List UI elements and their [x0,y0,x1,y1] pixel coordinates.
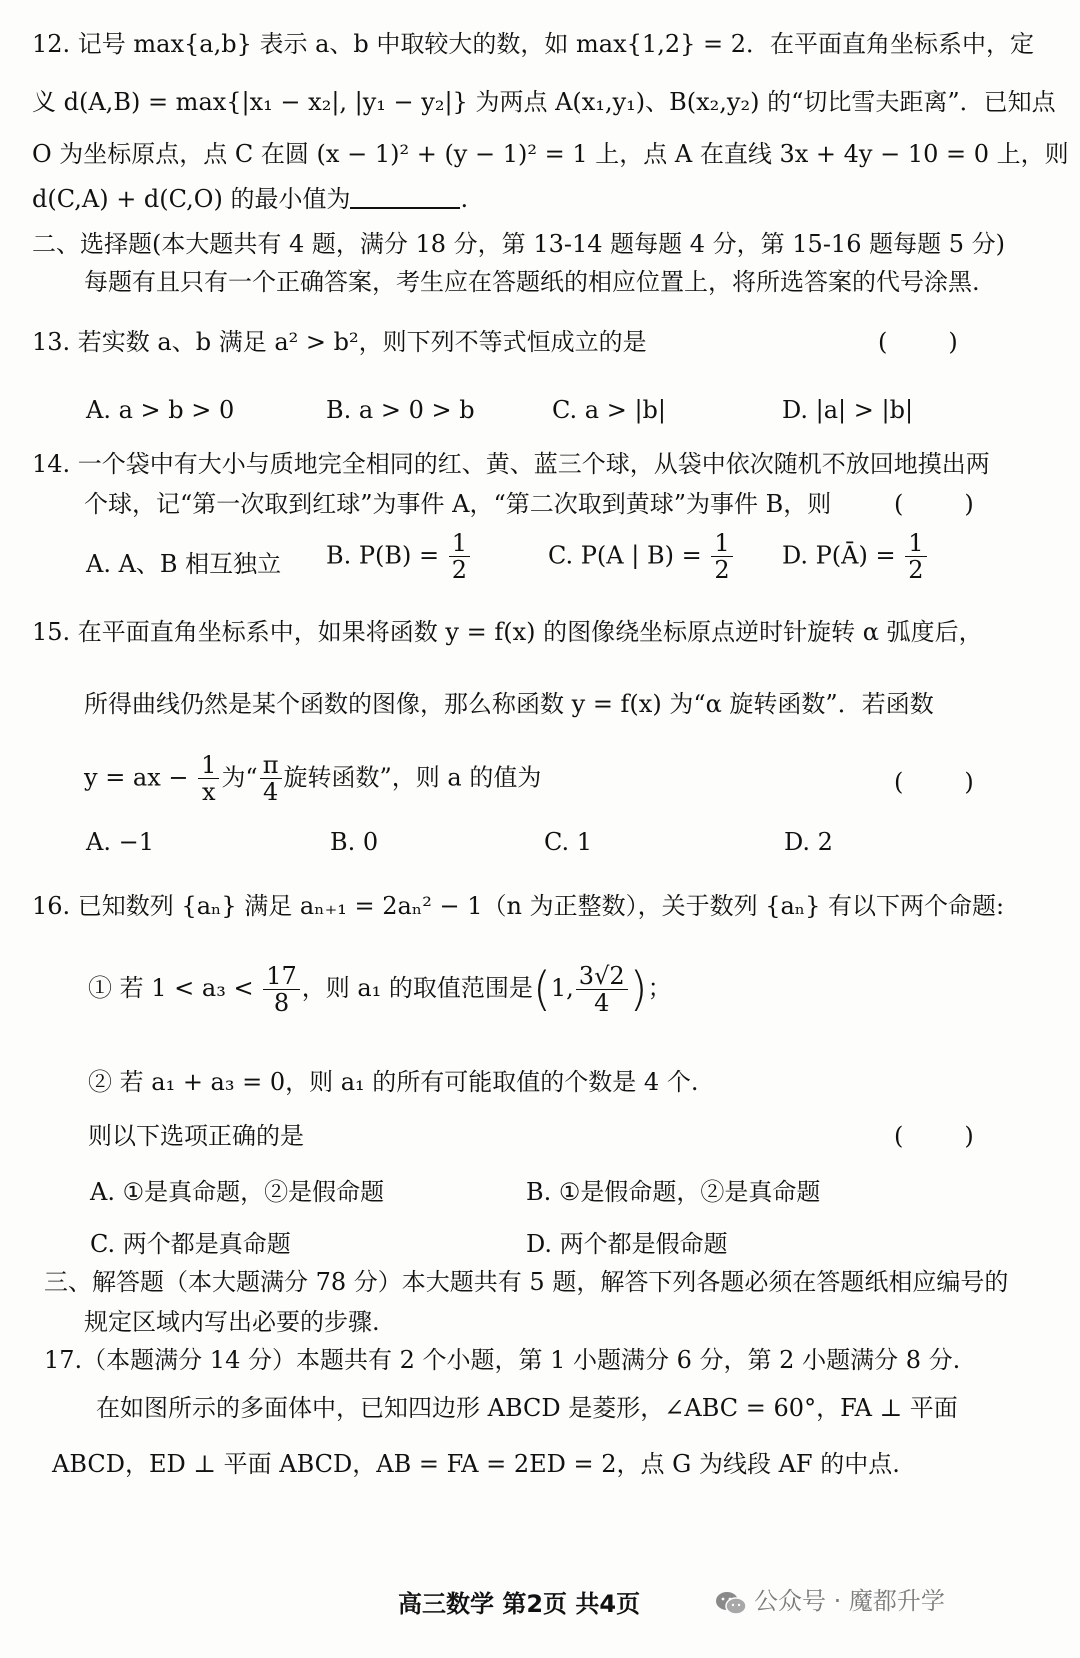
page-footer: 高三数学 第2页 共4页 [398,1590,641,1618]
q14-option-b-label: B. P(B) = [326,541,440,570]
q14-option-c-label: C. P(A | B) = [548,541,702,570]
frac-num: π [260,752,282,779]
q16-p1-start: ① 若 1 < a₃ < [88,974,254,1003]
q15-option-c: C. 1 [544,828,593,856]
frac-num: 3√2 [576,963,628,990]
q15-option-b: B. 0 [330,828,379,856]
q15-answer-paren: ( ) [894,768,974,796]
section2-instruction: 每题有且只有一个正确答案，考生应在答题纸的相应位置上，将所选答案的代号涂黑. [84,268,980,296]
q15-line-1: 15. 在平面直角坐标系中，如果将函数 y = f(x) 的图像绕坐标原点逆时针旋转 α 弧度后， [32,618,983,646]
fraction-one-half [449,530,470,584]
wechat-icon [714,1590,748,1616]
frac-num: 17 [263,963,300,990]
q13-option-a: A. a > b > 0 [86,396,235,424]
q16-proposition-1 [88,962,672,1017]
q16-option-a: A. ①是真命题，②是假命题 [90,1178,385,1206]
q17-line-2: 在如图所示的多面体中，已知四边形 ABCD 是菱形，∠ABC = 60°，FA ⊥ 平面 [96,1394,958,1422]
q16-proposition-2: ② 若 a₁ + a₃ = 0，则 a₁ 的所有可能取值的个数是 4 个. [88,1068,699,1096]
fraction-one-over-x [198,752,219,806]
q15-option-a: A. −1 [86,828,154,856]
answer-blank [350,185,460,209]
q12-line-3: O 为坐标原点，点 C 在圆 (x − 1)² + (y − 1)² = 1 上，点 A 在直线 3x + 4y − 10 = 0 上，则 [32,140,1069,168]
section3-line-2: 规定区域内写出必要的步骤. [84,1308,380,1336]
fraction-17-over-8 [263,963,300,1017]
q16-ask: 则以下选项正确的是 [88,1122,304,1150]
q16-option-c: C. 两个都是真命题 [90,1230,291,1258]
q12-line-1: 12. 记号 max{a,b} 表示 a、b 中取较大的数，如 max{1,2} = 2．在平面直角坐标系中，定 [32,30,1034,58]
q13-stem: 13. 若实数 a、b 满足 a² > b²，则下列不等式恒成立的是 [32,328,647,356]
frac-den: 8 [273,989,290,1018]
q14-option-d-label: D. P(Ā) = [782,541,896,570]
frac-num: 1 [905,530,926,557]
q13-option-c: C. a > |b| [552,396,666,424]
q15-line-3-start: y = ax − [84,763,189,792]
section2-heading: 二、选择题(本大题共有 4 题，满分 18 分，第 13-14 题每题 4 分，第 15-16 题每题 5 分) [32,230,1005,258]
interval-close-paren: ) [629,962,648,1016]
section3-line-1: 三、解答题（本大题满分 78 分）本大题共有 5 题，解答下列各题必须在答题纸相应编号的 [44,1268,1009,1296]
q14-option-d [782,530,929,584]
q15-line-2: 所得曲线仍然是某个函数的图像，那么称函数 y = f(x) 为“α 旋转函数”．若函数 [84,690,934,718]
q13-option-d: D. |a| > |b| [782,396,914,424]
q15-line-3 [84,752,541,806]
q15-line-3-end: 旋转函数”，则 a 的值为 [283,763,542,792]
frac-den: x [202,778,216,807]
q16-answer-paren: ( ) [894,1122,974,1150]
fraction-pi-over-four [260,752,282,806]
q16-p1-mid: ，则 a₁ 的取值范围是 [301,974,533,1003]
frac-den: 4 [594,989,610,1018]
interval-left: 1, [550,974,574,1003]
q12-line-4-text: d(C,A) + d(C,O) 的最小值为 [32,185,351,213]
q14-option-a: A. A、B 相互独立 [86,550,282,578]
interval-open-paren: ( [532,962,551,1016]
frac-den: 2 [451,556,468,585]
fraction-one-half [711,530,732,584]
watermark [714,1587,945,1616]
frac-num: 1 [198,752,219,779]
frac-num: 1 [449,530,470,557]
q15-option-d: D. 2 [784,828,833,856]
q13-answer-paren: ( ) [878,328,958,356]
q16-option-d: D. 两个都是假命题 [526,1230,728,1258]
frac-den: 4 [262,778,279,807]
q12-line-2: 义 d(A,B) = max{|x₁ − x₂|, |y₁ − y₂|} 为两点 A(x₁,y₁)、B(x₂,y₂) 的“切比雪夫距离”．已知点 [32,88,1056,116]
frac-den: 2 [714,556,730,585]
q15-line-3-mid: 为“ [221,763,258,792]
q14-answer-paren: ( ) [894,490,974,518]
q14-option-b [326,530,472,584]
q14-line-1: 14. 一个袋中有大小与质地完全相同的红、黄、蓝三个球，从袋中依次随机不放回地摸出两 [32,450,990,478]
fraction-3root2-over-4 [576,963,628,1017]
watermark-text: 公众号 · 魔都升学 [754,1587,945,1615]
q17-line-1: 17.（本题满分 14 分）本题共有 2 个小题，第 1 小题满分 6 分，第 2 小题满分 8 分. [44,1346,961,1374]
frac-den: 2 [908,556,924,585]
q13-option-b: B. a > 0 > b [326,396,475,424]
q12-line-4 [32,185,468,214]
q14-option-c [548,530,735,584]
q17-line-3: ABCD，ED ⊥ 平面 ABCD，AB = FA = 2ED = 2，点 G 为线段 AF 的中点. [52,1450,900,1478]
fraction-one-half [905,530,926,584]
frac-num: 1 [711,530,732,557]
q16-stem: 16. 已知数列 {aₙ} 满足 aₙ₊₁ = 2aₙ² − 1（n 为正整数），关于数列 {aₙ} 有以下两个命题: [32,892,1005,920]
q16-option-b: B. ①是假命题，②是真命题 [526,1178,821,1206]
q12-line-4-end: . [460,185,469,213]
q16-p1-end: ； [647,974,672,1003]
q14-line-2: 个球，记“第一次取到红球”为事件 A，“第二次取到黄球”为事件 B，则 [84,490,832,518]
